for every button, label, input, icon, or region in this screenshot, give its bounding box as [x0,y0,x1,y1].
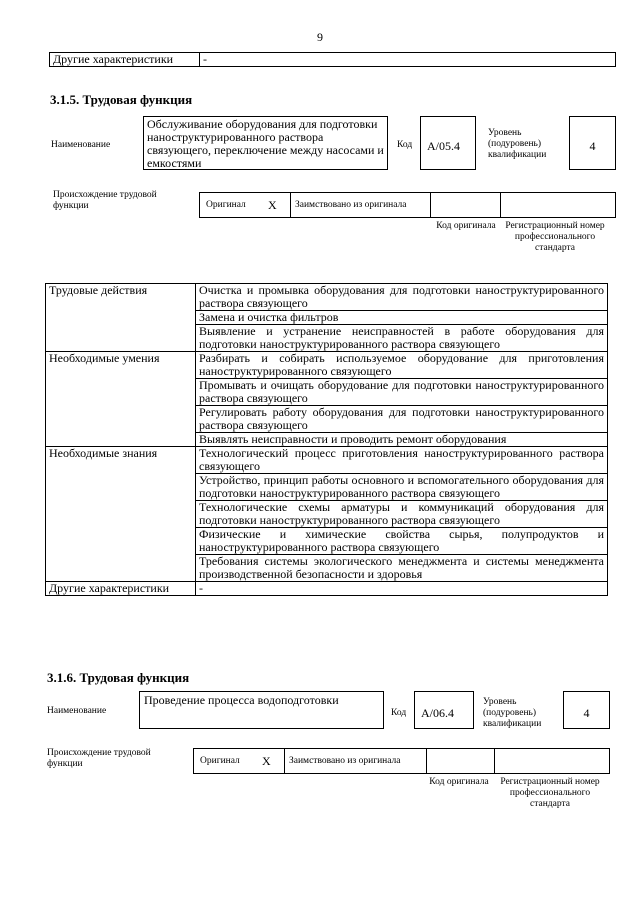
name-label: Наименование [47,706,107,716]
knowledge-label: Необходимые знания [46,447,196,582]
orig-code-caption: Код оригинала [429,777,489,787]
top-other-row [49,52,616,67]
labor-actions-label: Трудовые действия [46,284,196,352]
top-other-value: - [200,53,616,67]
other-value: - [196,582,608,596]
name-label: Наименование [51,140,111,150]
level-label: Уровень (подуровень) квалификации [483,697,542,729]
skill-item: Промывать и очищать оборудование для подготовки наноструктурированного раствора связующего [196,379,608,406]
main-table [45,283,608,596]
level-label: Уровень (подуровень) квалификации [488,128,547,160]
knowledge-item: Технологические схемы арматуры и коммуникаций оборудования для подготовки наноструктурированного раствора связующего [196,501,608,528]
name-value: Проведение процесса водоподготовки [139,691,384,729]
labor-action-item: Замена и очистка фильтров [196,311,608,325]
reg-number-caption: Регистрационный номер профессионального стандарта [500,777,600,809]
origin-label: Происхождение трудовой функции [47,748,151,769]
labor-action-item: Выявление и устранение неисправностей в работе оборудования для подготовки наноструктурированного раствора связующего [196,325,608,352]
code-label: Код [397,140,413,150]
labor-action-item: Очистка и промывка оборудования для подготовки наноструктурированного раствора связующего [196,284,608,311]
other-label: Другие характеристики [46,582,196,596]
knowledge-item: Устройство, принцип работы основного и вспомогательного оборудования для подготовки наноструктурированного раствора связующего [196,474,608,501]
knowledge-item: Физические и химические свойства сырья, полупродуктов и наноструктурированного раствора связующего [196,528,608,555]
origin-box [199,192,616,218]
borrowed-label: Заимствовано из оригинала [289,756,401,766]
knowledge-item: Требования системы экологического менеджмента и системы менеджмента производственной безопасности и здоровья [196,555,608,582]
knowledge-item: Технологический процесс приготовления наноструктурированного раствора связующего [196,447,608,474]
section-heading: 3.1.5. Трудовая функция [50,92,193,107]
original-label: Оригинал [206,200,246,210]
skill-item: Выявлять неисправности и проводить ремонт оборудования [196,433,608,447]
code-value: А/06.4 [414,691,474,729]
orig-code-caption: Код оригинала [436,221,496,231]
top-other-label: Другие характеристики [50,53,200,67]
origin-label: Происхождение трудовой функции [53,190,157,211]
level-value: 4 [569,116,616,170]
borrowed-label: Заимствовано из оригинала [295,200,407,210]
original-label: Оригинал [200,756,240,766]
code-value: А/05.4 [420,116,476,170]
skills-label: Необходимые умения [46,352,196,447]
original-mark: Х [262,754,271,768]
page-number: 9 [317,30,323,44]
code-label: Код [391,708,407,718]
section-heading: 3.1.6. Трудовая функция [47,670,190,685]
origin-box [193,748,610,774]
level-value: 4 [563,691,610,729]
skill-item: Регулировать работу оборудования для подготовки наноструктурированного раствора связующего [196,406,608,433]
original-mark: Х [268,198,277,212]
reg-number-caption: Регистрационный номер профессионального стандарта [505,221,605,253]
name-value: Обслуживание оборудования для подготовки наноструктурированного раствора связующего, переключение между насосами и емкостями [143,116,388,170]
skill-item: Разбирать и собирать используемое оборудование для приготовления наноструктурированного связующего [196,352,608,379]
